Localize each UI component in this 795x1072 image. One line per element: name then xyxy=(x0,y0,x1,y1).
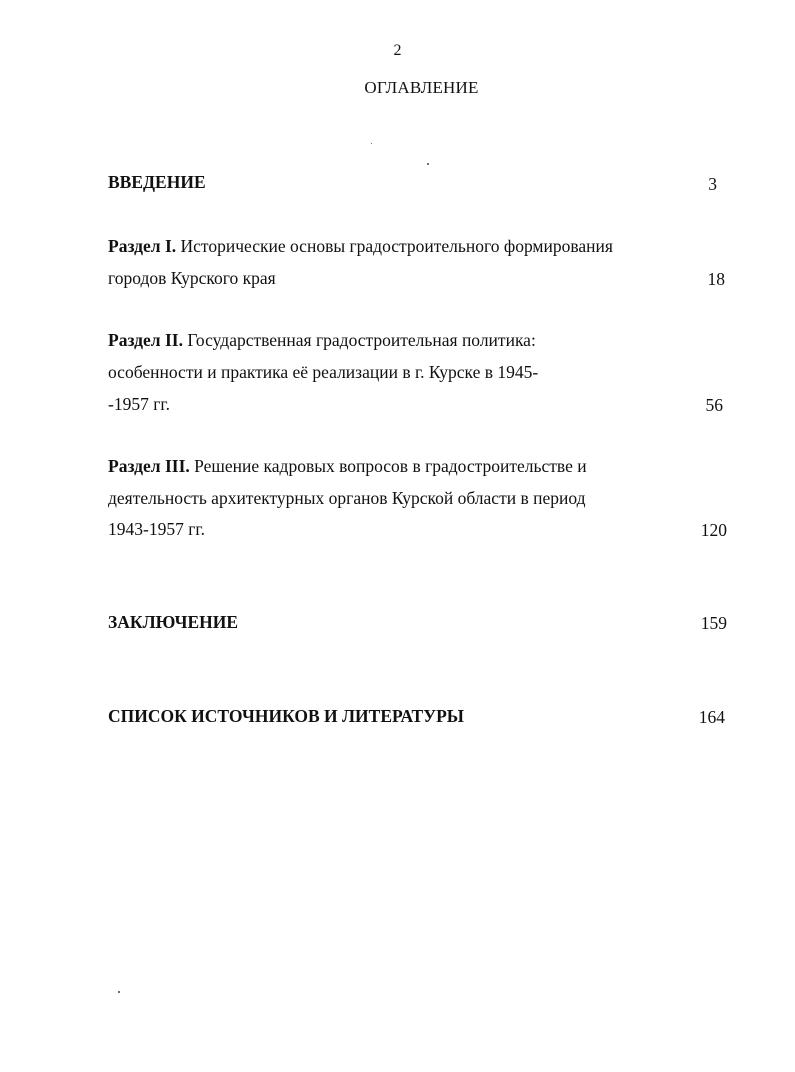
toc-line xyxy=(108,330,536,351)
section-prefix: Раздел II. xyxy=(108,330,183,350)
toc-page-sources: 164 xyxy=(698,707,725,727)
toc-page-section-2: 56 xyxy=(705,395,723,415)
toc-line: 1943-1957 гг. xyxy=(108,519,205,539)
toc-page-conclusion: 159 xyxy=(700,613,727,633)
toc-page-section-3: 120 xyxy=(700,520,727,540)
toc-page-intro: 3 xyxy=(708,174,717,194)
toc-page-section-1: 18 xyxy=(707,269,725,289)
section-text: Решение кадровых вопросов в градостроительстве и xyxy=(189,456,587,476)
toc-line: особенности и практика её реализации в г. Курске в 1945- xyxy=(108,362,539,382)
scan-speck xyxy=(427,163,429,165)
scan-speck xyxy=(118,991,120,993)
toc-line: деятельность архитектурных органов Курской области в период xyxy=(108,488,586,508)
toc-label-conclusion: ЗАКЛЮЧЕНИЕ xyxy=(108,612,239,632)
toc-line xyxy=(108,236,613,257)
page-title: ОГЛАВЛЕНИЕ xyxy=(364,78,479,97)
section-prefix: Раздел III. xyxy=(108,456,190,476)
toc-label-intro: ВВЕДЕНИЕ xyxy=(108,172,206,192)
section-text: Государственная градостроительная политика: xyxy=(182,330,536,350)
toc-line xyxy=(108,456,587,477)
toc-label-sources: СПИСОК ИСТОЧНИКОВ И ЛИТЕРАТУРЫ xyxy=(108,706,464,726)
scan-speck xyxy=(371,143,372,144)
section-text: Исторические основы градостроительного формирования xyxy=(176,236,613,256)
page-number: 2 xyxy=(393,42,402,59)
toc-line: -1957 гг. xyxy=(108,394,170,414)
toc-line: городов Курского края xyxy=(108,268,276,288)
section-prefix: Раздел I. xyxy=(108,236,177,256)
